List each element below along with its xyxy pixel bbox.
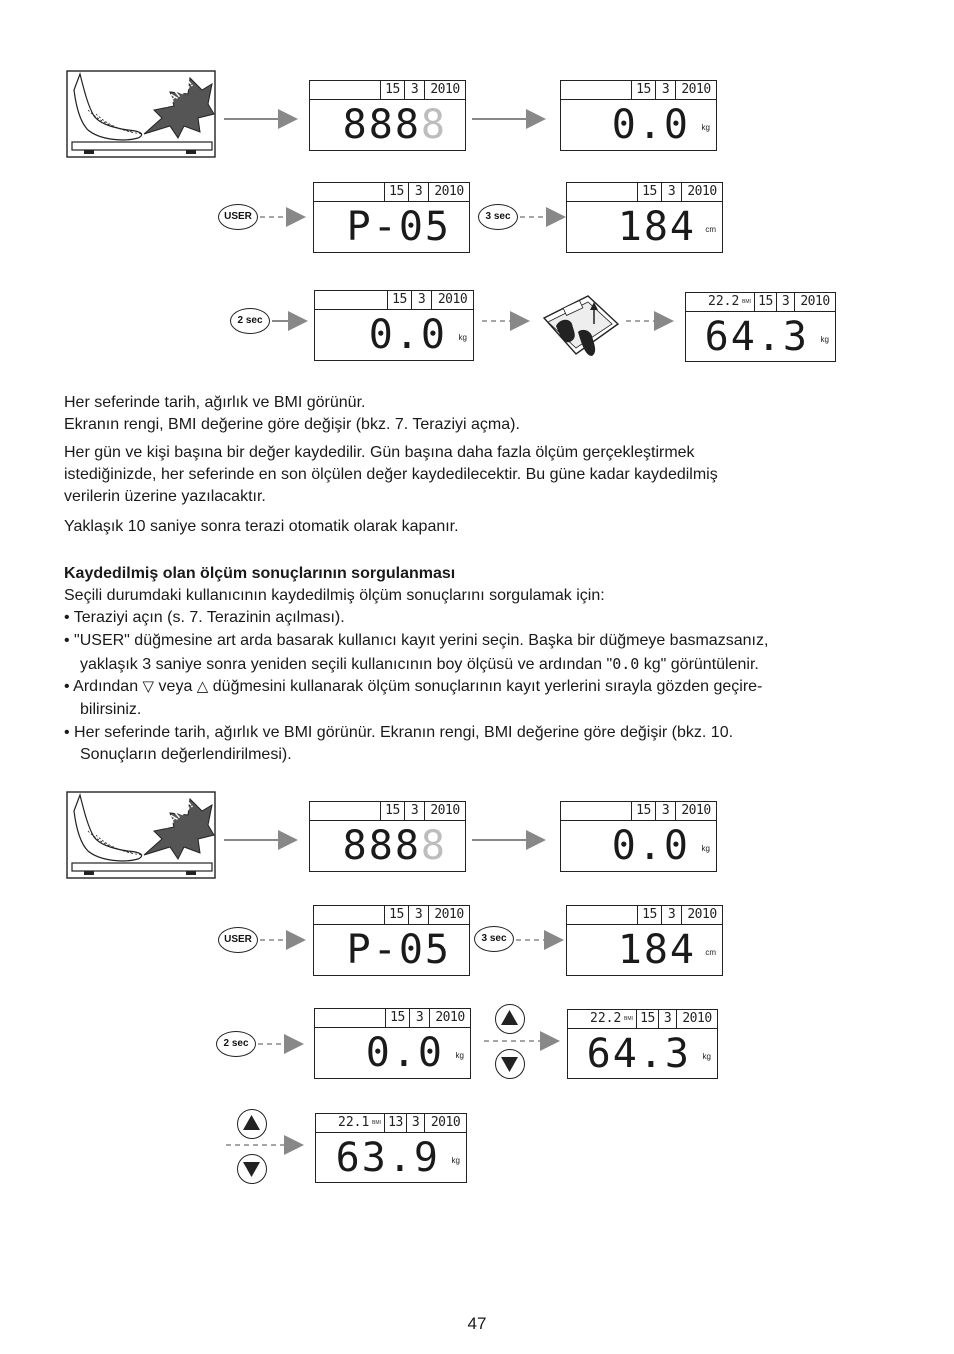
date-year: 2010 <box>428 183 469 201</box>
weight-value: 64.3 <box>586 1031 691 1077</box>
unit-kg: kg <box>458 333 467 342</box>
unit-kg: kg <box>701 844 710 853</box>
paragraph-line: Her seferinde tarih, ağırlık ve BMI görünür. <box>64 394 366 411</box>
date-year: 2010 <box>424 1114 466 1132</box>
date-year: 2010 <box>676 1010 717 1028</box>
lcd-display-zero <box>314 1008 471 1079</box>
date-year: 2010 <box>675 81 716 99</box>
date-year: 2010 <box>431 291 473 309</box>
unit-kg: kg <box>451 1156 460 1165</box>
two-sec-badge: 2 sec <box>230 308 270 334</box>
segments-value: 888 <box>342 823 421 869</box>
arrow-right-icon <box>272 310 312 332</box>
dashed-arrow-icon <box>626 310 678 332</box>
lcd-display-user-program <box>313 182 470 253</box>
dashed-arrow-icon <box>520 206 570 228</box>
lcd-display-previous-result <box>315 1113 467 1183</box>
user-button[interactable]: USER <box>218 927 258 953</box>
bang-label: BANG! <box>160 798 196 832</box>
unit-cm: cm <box>705 225 716 234</box>
inline-lcd-value: 0.0 <box>612 655 640 673</box>
three-sec-badge: 3 sec <box>478 204 518 230</box>
date-year: 2010 <box>681 183 722 201</box>
user-program-value: P-05 <box>346 204 451 250</box>
bullet-continuation <box>80 653 759 676</box>
date-month: 3 <box>658 1010 676 1028</box>
dashed-arrow-icon <box>260 206 310 228</box>
down-triangle-icon <box>496 1050 523 1077</box>
date-month: 3 <box>404 802 424 820</box>
bmi-value: 22.1 <box>338 1115 370 1130</box>
date-day: 15 <box>384 906 408 924</box>
down-triangle-icon <box>238 1155 265 1182</box>
date-month: 3 <box>411 291 431 309</box>
scale-feet-icon <box>542 294 620 358</box>
date-day: 15 <box>636 1010 658 1028</box>
paragraph-line: Seçili durumdaki kullanıcının kaydedilmiş ölçüm sonuçlarını sorgulamak için: <box>64 587 605 604</box>
segments-dim: 8 <box>420 102 447 148</box>
date-year: 2010 <box>794 293 835 311</box>
height-value: 184 <box>617 204 696 250</box>
date-day: 15 <box>637 906 661 924</box>
lcd-display-zero <box>314 290 474 361</box>
text-segment: düğmesini kullanarak ölçüm sonuçlarının kayıt yerlerini sırayla gözden geçire- <box>208 678 763 695</box>
text-segment: yaklaşık 3 saniye sonra yeniden seçili kullanıcının boy ölçüsü ve ardından " <box>80 656 613 673</box>
up-triangle-icon <box>238 1110 265 1137</box>
bmi-value: 22.2 <box>590 1011 622 1026</box>
paragraph-line: Ekranın rengi, BMI değerine göre değişir (bkz. 7. Teraziyi açma). <box>64 416 520 433</box>
three-sec-badge: 3 sec <box>474 926 514 952</box>
dashed-arrow-icon <box>260 929 310 951</box>
up-triangle-icon <box>496 1005 523 1032</box>
down-button[interactable] <box>495 1049 525 1079</box>
date-month: 3 <box>408 183 428 201</box>
segments-dim: 8 <box>420 823 447 869</box>
weight-value: 0.0 <box>611 823 690 869</box>
date-day: 15 <box>380 81 404 99</box>
date-month: 3 <box>661 906 681 924</box>
bmi-value: 22.2 <box>708 294 740 309</box>
user-button[interactable]: USER <box>218 204 258 230</box>
date-year: 2010 <box>428 906 469 924</box>
lcd-display-all-segments <box>309 80 466 151</box>
date-month: 3 <box>655 81 675 99</box>
paragraph-line: Her gün ve kişi başına bir değer kaydedilir. Gün başına daha fazla ölçüm gerçekleştirmek <box>64 444 695 461</box>
unit-kg: kg <box>701 123 710 132</box>
bullet-continuation: Sonuçların değerlendirilmesi). <box>80 746 292 763</box>
down-button[interactable] <box>237 1154 267 1184</box>
unit-kg: kg <box>702 1052 711 1061</box>
arrow-right-icon <box>224 829 300 851</box>
date-month: 3 <box>408 906 428 924</box>
lcd-display-result <box>685 292 836 362</box>
bang-label: BANG! <box>160 77 196 111</box>
unit-kg: kg <box>820 335 829 344</box>
weight-value: 63.9 <box>335 1135 440 1181</box>
lcd-display-all-segments <box>309 801 466 872</box>
arrow-right-icon <box>472 829 548 851</box>
foot-tap-illustration <box>66 791 216 879</box>
date-month: 3 <box>409 1009 429 1027</box>
lcd-display-zero <box>560 801 717 872</box>
date-month: 3 <box>404 81 424 99</box>
date-year: 2010 <box>429 1009 470 1027</box>
foot-tap-illustration <box>66 70 216 158</box>
paragraph-line: Yaklaşık 10 saniye sonra terazi otomatik olarak kapanır. <box>64 518 459 535</box>
dashed-arrow-icon <box>516 929 568 951</box>
paragraph-line: istediğinizde, her seferinde en son ölçülen değer kaydedilecektir. Bu güne kadar kaydedilmiş <box>64 466 718 483</box>
segments-value: 888 <box>342 102 421 148</box>
date-month: 3 <box>406 1114 424 1132</box>
arrow-right-icon <box>224 108 300 130</box>
two-sec-badge: 2 sec <box>216 1031 256 1057</box>
user-program-value: P-05 <box>346 927 451 973</box>
date-day: 15 <box>754 293 776 311</box>
bullet-item: • Her seferinde tarih, ağırlık ve BMI görünür. Ekranın rengi, BMI değerine göre değişir (bkz. 10. <box>64 724 734 741</box>
date-day: 13 <box>384 1114 406 1132</box>
dashed-arrow-icon <box>482 310 534 332</box>
lcd-display-user-program <box>313 905 470 976</box>
down-triangle-icon: ▽ <box>142 678 155 695</box>
bmi-tag: BMI <box>624 1016 633 1022</box>
bullet-continuation: bilirsiniz. <box>80 701 142 718</box>
lcd-display-height <box>566 905 723 976</box>
date-year: 2010 <box>681 906 722 924</box>
text-segment: veya <box>154 678 197 695</box>
height-value: 184 <box>617 927 696 973</box>
weight-value: 0.0 <box>365 1030 444 1076</box>
bmi-tag: BMI <box>742 299 751 305</box>
date-day: 15 <box>384 183 408 201</box>
paragraph-line: verilerin üzerine yazılacaktır. <box>64 488 266 505</box>
date-day: 15 <box>637 183 661 201</box>
bmi-tag: BMI <box>372 1120 381 1126</box>
dashed-arrow-icon <box>258 1033 308 1055</box>
text-segment: kg" görüntülenir. <box>639 656 759 673</box>
bullet-item: • "USER" düğmesine art arda basarak kullanıcı kayıt yerini seçin. Başka bir düğmeye basmazsanız, <box>64 632 769 649</box>
section-heading: Kaydedilmiş olan ölçüm sonuçlarının sorgulanması <box>64 565 456 582</box>
bullet-item <box>64 676 762 698</box>
weight-value: 0.0 <box>611 102 690 148</box>
date-year: 2010 <box>675 802 716 820</box>
up-triangle-icon: △ <box>196 678 209 695</box>
date-day: 15 <box>631 81 655 99</box>
page-number: 47 <box>467 1314 487 1333</box>
unit-cm: cm <box>705 948 716 957</box>
lcd-display-height <box>566 182 723 253</box>
date-year: 2010 <box>424 81 465 99</box>
dashed-arrow-icon <box>226 1134 308 1156</box>
bullet-item: • Teraziyi açın (s. 7. Terazinin açılması). <box>64 609 345 626</box>
lcd-display-zero <box>560 80 717 151</box>
lcd-display-result <box>567 1009 718 1079</box>
date-day: 15 <box>380 802 404 820</box>
date-day: 15 <box>387 291 411 309</box>
date-month: 3 <box>655 802 675 820</box>
text-segment: • Ardından <box>64 678 143 695</box>
arrow-right-icon <box>472 108 548 130</box>
weight-value: 64.3 <box>704 314 809 360</box>
dashed-arrow-icon <box>484 1030 564 1052</box>
date-month: 3 <box>661 183 681 201</box>
date-day: 15 <box>631 802 655 820</box>
weight-value: 0.0 <box>368 312 447 358</box>
unit-kg: kg <box>455 1051 464 1060</box>
date-day: 15 <box>385 1009 409 1027</box>
date-year: 2010 <box>424 802 465 820</box>
date-month: 3 <box>776 293 794 311</box>
